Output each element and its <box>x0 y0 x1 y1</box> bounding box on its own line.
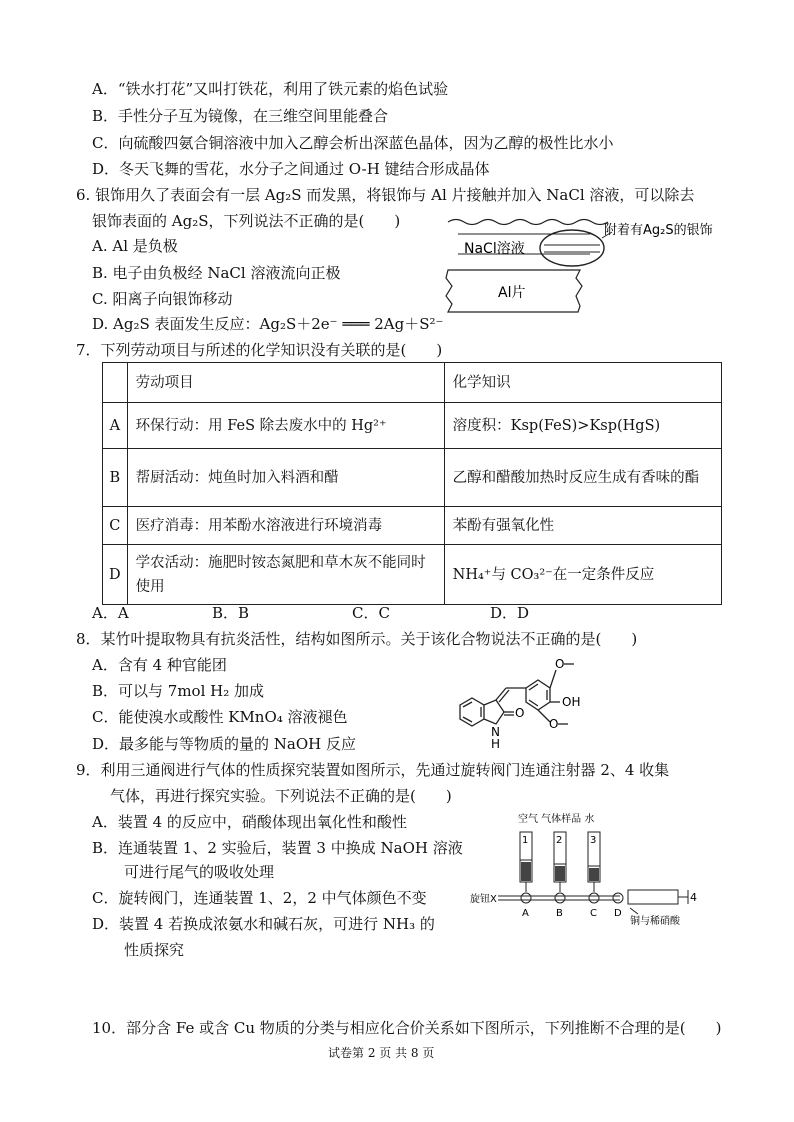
q6-nacl-label: NaCl溶液 <box>464 241 525 257</box>
row-project: 帮厨活动：炖鱼时加入料酒和醋 <box>127 449 444 507</box>
table-row <box>103 507 722 545</box>
q6-stem-line2: 银饰表面的 Ag₂S，下列说法不正确的是( ) <box>92 212 401 230</box>
q9-option-d: D．装置 4 若换成浓氨水和碱石灰，可进行 NH₃ 的 <box>92 915 435 933</box>
q7-choice-b: B．B <box>212 604 250 622</box>
q10-stem: 10．部分含 Fe 或含 Cu 物质的分类与相应化合价关系如下图所示，下列推断不合理的是( ) <box>92 1019 722 1037</box>
q8-nh-h: H <box>491 737 501 751</box>
q6-galvanic-figure <box>440 212 740 322</box>
q9-option-d-cont: 性质探究 <box>124 941 185 959</box>
q9-point-d: D <box>614 908 622 919</box>
q6-option-a: A. Al 是负极 <box>92 237 178 255</box>
q8-methoxy-o-bottom: O <box>549 717 559 731</box>
q7-table <box>102 362 722 605</box>
table-row <box>103 545 722 605</box>
table-header-cell: 劳动项目 <box>127 363 444 403</box>
q6-option-b: B. 电子由负极经 NaCl 溶液流向正极 <box>92 264 341 282</box>
row-knowledge: 溶度积：Ksp(FeS)>Ksp(HgS) <box>444 403 721 449</box>
table-row <box>103 449 722 507</box>
q9-option-b-cont: 可进行尾气的吸收处理 <box>124 863 275 881</box>
q7-choice-a: A．A <box>92 604 129 622</box>
row-knowledge: 乙醇和醋酸加热时反应生成有香味的酯 <box>444 449 721 507</box>
q9-option-b: B．连通装置 1、2 实验后，装置 3 中换成 NaOH 溶液 <box>92 839 463 857</box>
q5-option-c: C．向硫酸四氨合铜溶液中加入乙醇会析出深蓝色晶体，因为乙醇的极性比水小 <box>92 134 614 152</box>
q9-apparatus-figure <box>470 810 710 930</box>
row-project: 学农活动：施肥时铵态氮肥和草木灰不能同时使用 <box>127 545 444 605</box>
q9-stem-line1: 9．利用三通阀进行气体的性质探究装置如图所示，先通过旋转阀门连通注射器 2、4 收集 <box>76 761 670 779</box>
q5-option-b: B．手性分子互为镜像，在三维空间里能叠合 <box>92 107 389 125</box>
q9-syringe-2: 2 <box>556 835 563 846</box>
q8-structure-figure <box>440 650 620 760</box>
q5-option-d: D．冬天飞舞的雪花，水分子之间通过 O-H 键结合形成晶体 <box>92 160 490 178</box>
q8-stem: 8．某竹叶提取物具有抗炎活性，结构如图所示。关于该化合物说法不正确的是( ) <box>76 630 638 648</box>
q9-syringe-1: 1 <box>522 835 529 846</box>
table-header-cell: 化学知识 <box>444 363 721 403</box>
row-label: C <box>103 507 128 545</box>
table-header-row <box>103 363 722 403</box>
q6-silver-label: 附着有Ag₂S的银饰 <box>604 223 713 238</box>
q5-option-a: A．“铁水打花”又叫打铁花，利用了铁元素的焰色试验 <box>92 80 449 98</box>
q6-stem-line1: 6. 银饰用久了表面会有一层 Ag₂S 而发黑，将银饰与 Al 片接触并加入 NaCl 溶液，可以除去 <box>76 186 695 204</box>
q8-option-a: A．含有 4 种官能团 <box>92 656 227 674</box>
q6-option-c: C. 阳离子向银饰移动 <box>92 290 233 308</box>
q8-methoxy-o-top: O <box>555 657 565 671</box>
q9-stem-line2: 气体，再进行探究实验。下列说法不正确的是( ) <box>110 787 452 805</box>
row-label: D <box>103 545 128 605</box>
q8-option-d: D．最多能与等物质的量的 NaOH 反应 <box>92 735 357 753</box>
page-footer: 试卷第 2 页 共 8 页 <box>328 1046 435 1060</box>
q8-option-c: C．能使溴水或酸性 KMnO₄ 溶液褪色 <box>92 708 348 726</box>
q9-syringe-4: 4 <box>690 891 697 904</box>
q9-point-c: C <box>590 908 597 919</box>
q9-option-c: C．旋转阀门，连通装置 1、2，2 中气体颜色不变 <box>92 889 427 907</box>
q9-reagent-label: 铜与稀硝酸 <box>630 916 680 927</box>
row-project: 环保行动：用 FeS 除去废水中的 Hg²⁺ <box>127 403 444 449</box>
row-knowledge: NH₄⁺与 CO₃²⁻在一定条件反应 <box>444 545 721 605</box>
row-knowledge: 苯酚有强氧化性 <box>444 507 721 545</box>
q7-choice-c: C．C <box>352 604 390 622</box>
q9-syringe-3: 3 <box>590 835 597 846</box>
q6-option-d: D. Ag₂S 表面发生反应：Ag₂S＋2e⁻ ═══ 2Ag＋S²⁻ <box>92 315 444 333</box>
q8-carbonyl-o: O <box>515 706 525 720</box>
q8-nh-n: N <box>491 725 500 739</box>
row-project: 医疗消毒：用苯酚水溶液进行环境消毒 <box>127 507 444 545</box>
q9-point-b: B <box>556 908 563 919</box>
table-row <box>103 403 722 449</box>
q9-top-labels: 空气 气体样品 水 <box>518 814 595 825</box>
table-header-cell <box>103 363 128 403</box>
q9-point-a: A <box>522 908 529 919</box>
row-label: A <box>103 403 128 449</box>
q8-option-b: B．可以与 7mol H₂ 加成 <box>92 682 265 700</box>
q9-valve-label: 旋钮X <box>470 894 497 905</box>
q9-option-a: A．装置 4 的反应中，硝酸体现出氧化性和酸性 <box>92 813 407 831</box>
q8-oh-label: OH <box>562 695 581 709</box>
q6-al-label: Al片 <box>498 285 526 301</box>
row-label: B <box>103 449 128 507</box>
q7-stem: 7．下列劳动项目与所述的化学知识没有关联的是( ) <box>76 341 443 359</box>
q7-choice-d: D．D <box>490 604 530 622</box>
